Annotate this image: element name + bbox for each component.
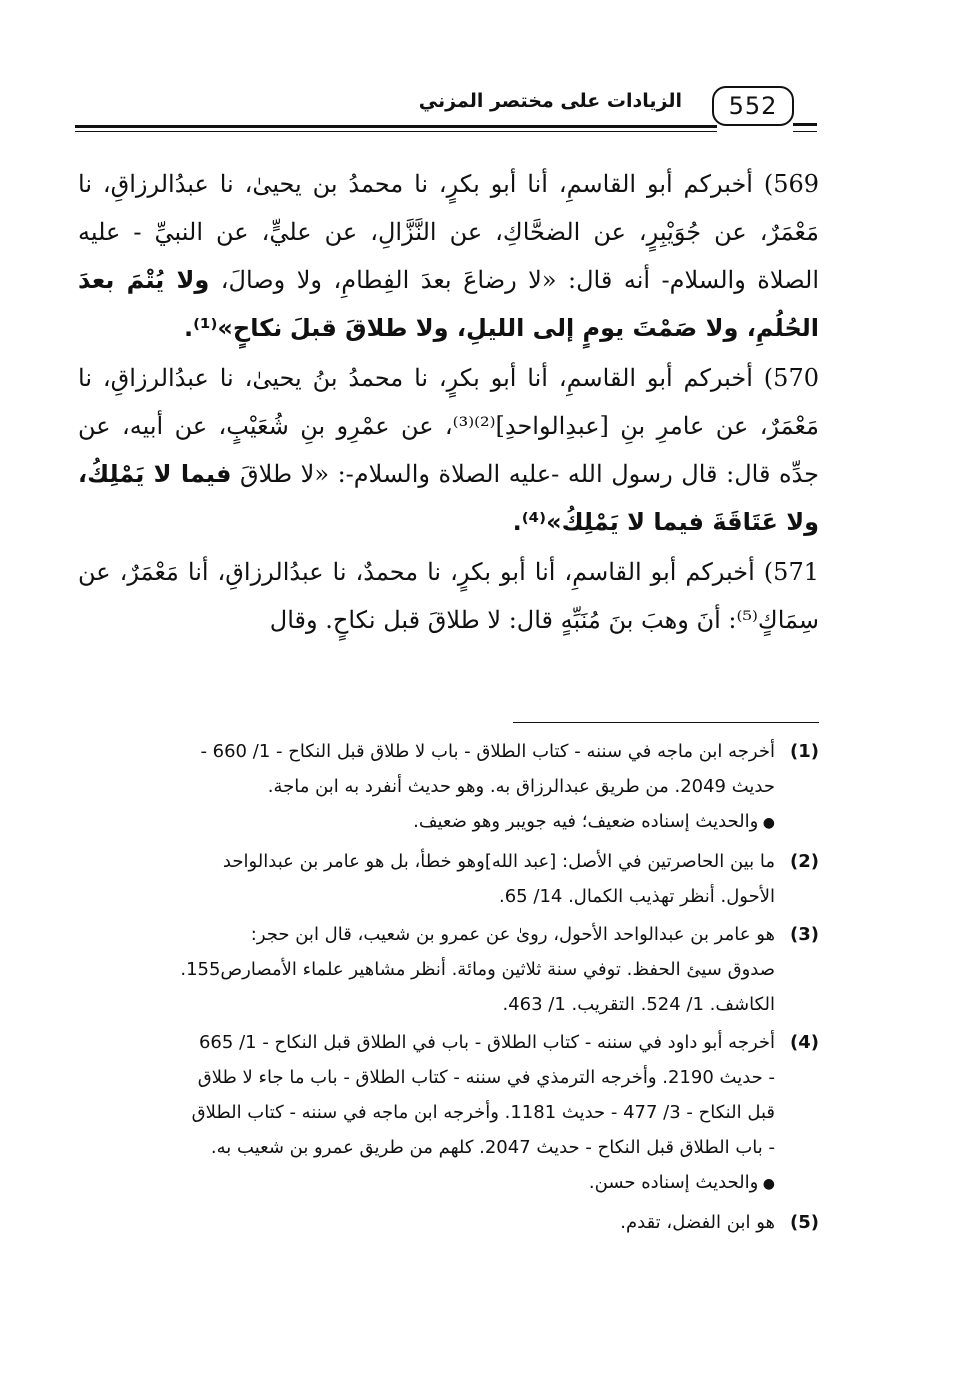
footnote — [78, 1025, 819, 1202]
footnote — [78, 734, 819, 841]
header-rule — [75, 125, 717, 132]
footnote-number: (4) — [790, 1032, 819, 1053]
page-header — [75, 86, 817, 132]
entry-line: أبيه، عن جدِّه قال: قال رسول الله -عليه الصلاة والسلام-: «لا طلاقَ — [78, 412, 819, 488]
hadith-entry — [78, 548, 819, 644]
entry-line: أخبركم أبو القاسمِ، أنا أبو بكرٍ، نا محمدُ بن يحيىٰ، نا عبدُالرزاقِ، نا — [78, 170, 753, 198]
hadith-entry — [78, 160, 819, 352]
header-rule-tail-thin — [793, 131, 817, 132]
footnote-line: أخرجه أبو داود في سننه - كتاب الطلاق - باب في الطلاق قبل النكاح - 1/ 665 — [198, 1032, 775, 1053]
entry-line: فيما لا يَمْلِكُ، ولا عَتَاقَةَ فيما لا يَمْلِكُ»⁽⁴⁾. — [78, 460, 819, 536]
footnote — [78, 844, 819, 914]
footnote-line: هو ابن الفضل، تقدم. — [620, 1212, 775, 1233]
entry-line: أخبركم أبو القاسمِ، أنا أبو بكرٍ، نا محمدٌ، نا عبدُالرزاقِ، أنا مَعْمَرٌ، — [119, 558, 755, 586]
footnote-bullet: ● والحديث إسناده حسن. — [78, 1165, 775, 1202]
entry-line: ولا يُتْمَ بعدَ الحُلُمِ، ولا صَمْتَ يومٍ إلى الليلِ، ولا طلاقَ قبلَ — [78, 266, 819, 342]
footnote-line: صدوق سيئ الحفظ. توفي سنة ثلاثين ومائة. أنظر مشاهير علماء الأمصارص155. — [180, 959, 775, 980]
footnote-line: الكاشف. 1/ 524. التقريب. 1/ 463. — [502, 994, 775, 1015]
footnote-line: هو عامر بن عبدالواحد الأحول، روىٰ عن عمرو بن شعيب، قال ابن حجر: — [250, 924, 775, 945]
hadith-entry — [78, 354, 819, 546]
page-number: 552 — [712, 86, 794, 126]
footnote — [78, 917, 819, 1022]
entry-number: 571) — [763, 558, 819, 586]
entry-line: أخبركم أبو القاسمِ، أنا أبو بكرٍ، نا محمدُ بنُ يحيىٰ، نا عبدُالرزاقِ، — [102, 364, 753, 392]
entry-line: عليه الصلاة والسلام- أنه قال: «لا رضاعَ بعدَ الفِطامِ، ولا وصالَ، — [78, 218, 819, 294]
header-rule-tail — [793, 123, 817, 126]
footnote-line: أخرجه ابن ماجه في سننه - كتاب الطلاق - باب لا طلاق قبل النكاح - 1/ 660 - — [200, 741, 775, 762]
footnote-number: (5) — [790, 1212, 819, 1233]
entry-number: 569) — [763, 170, 819, 198]
footnote-number: (2) — [790, 851, 819, 872]
footnote-line: - باب الطلاق قبل النكاح - حديث 2047. كلهم من طريق عمرو بن شعيب به. — [210, 1137, 775, 1158]
footnote-line: الأحول. أنظر تهذيب الكمال. 14/ 65. — [499, 886, 775, 907]
entry-line: نا مَعْمَرٌ، عن عامرِ بنِ [عبدِالواحدِ]⁽²⁾⁽³⁾، عن عمْرِو بنِ شُعَيْبٍ، عن — [78, 364, 819, 440]
entry-line: عن سِمَاكٍ⁽⁵⁾: أنَ وهبَ بنَ مُنَبِّهٍ قال: لا طلاقَ قبل نكاحٍ. وقال — [78, 558, 819, 634]
footnote — [78, 1205, 819, 1240]
entry-number: 570) — [763, 364, 819, 392]
entry-line: مَعْمَرٌ، عن جُوَيْبِرٍ، عن الضحَّاكِ، عن النَّزَّالِ، عن عليٍّ، عن النبيِّ - — [133, 218, 819, 246]
running-title: الزيادات على مختصر المزني — [418, 90, 682, 112]
main-text — [78, 160, 819, 646]
footnote-divider — [513, 722, 819, 723]
footnote-line: قبل النكاح - 3/ 477 - حديث 1181. وأخرجه ابن ماجه في سننه - كتاب الطلاق — [191, 1102, 775, 1123]
footnote-bullet: ● والحديث إسناده ضعيف؛ فيه جويبر وهو ضعيف. — [78, 804, 775, 841]
footnotes — [78, 734, 819, 1243]
footnote-line: - حديث 2190. وأخرجه الترمذي في سننه - كتاب الطلاق - باب ما جاء لا طلاق — [197, 1067, 775, 1088]
footnote-line: حديث 2049. من طريق عبدالرزاق به. وهو حديث أنفرد به ابن ماجة. — [267, 776, 775, 797]
footnote-number: (1) — [790, 741, 819, 762]
footnote-number: (3) — [790, 924, 819, 945]
entry-line: نكاحٍ»⁽¹⁾. — [183, 314, 283, 342]
footnote-line: ما بين الحاصرتين في الأصل: [عبد الله]وهو خطأ، بل هو عامر بن عبدالواحد — [222, 851, 775, 872]
